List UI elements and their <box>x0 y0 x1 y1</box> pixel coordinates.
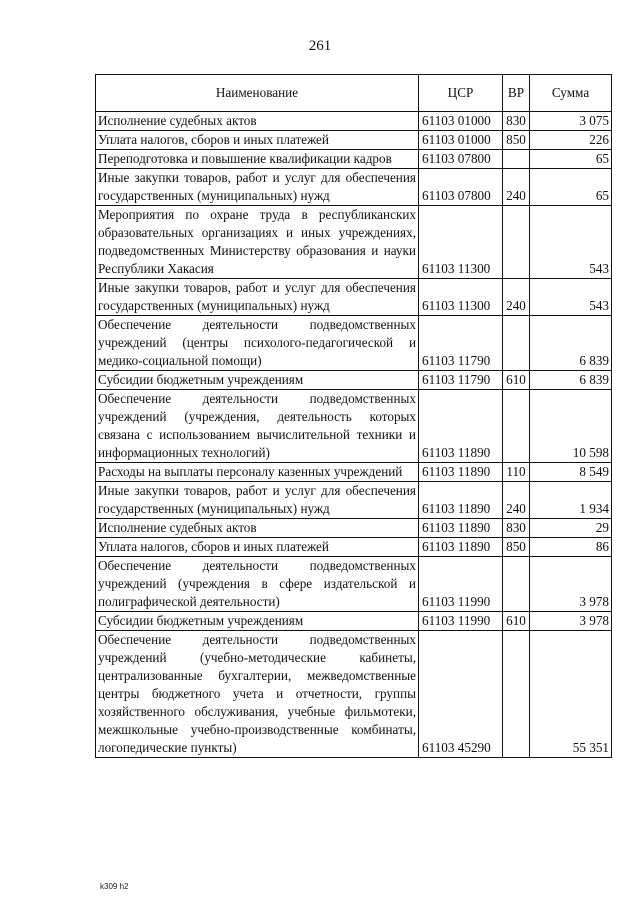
row-csr-cell: 61103 11790 <box>419 371 503 390</box>
row-sum-cell: 226 <box>530 131 612 150</box>
row-csr-cell: 61103 11890 <box>419 482 503 519</box>
row-sum-cell: 65 <box>530 169 612 206</box>
row-csr-cell: 61103 07800 <box>419 169 503 206</box>
table-row <box>96 557 612 612</box>
row-csr-cell: 61103 11990 <box>419 557 503 612</box>
header-name: Наименование <box>96 75 419 112</box>
row-csr-cell: 61103 11990 <box>419 612 503 631</box>
table-row <box>96 279 612 316</box>
row-vr-cell <box>503 150 530 169</box>
row-name-cell: Расходы на выплаты персоналу казенных учреждений <box>96 463 419 482</box>
row-csr-cell: 61103 11890 <box>419 538 503 557</box>
header-sum: Сумма <box>530 75 612 112</box>
row-sum-cell: 65 <box>530 150 612 169</box>
table-row <box>96 631 612 758</box>
row-vr-cell <box>503 316 530 371</box>
row-name-cell: Уплата налогов, сборов и иных платежей <box>96 538 419 557</box>
row-sum-cell: 543 <box>530 206 612 279</box>
row-sum-cell: 3 978 <box>530 557 612 612</box>
row-name-cell: Иные закупки товаров, работ и услуг для обеспечения государственных (муниципальных) нужд <box>96 482 419 519</box>
table-row <box>96 371 612 390</box>
row-name-cell: Исполнение судебных актов <box>96 519 419 538</box>
row-csr-cell: 61103 11890 <box>419 390 503 463</box>
table-row <box>96 316 612 371</box>
row-name-cell: Мероприятия по охране труда в республиканских образовательных организациях и иных учреждениях, подведомственных Министерству образования и науки Республики Хакасия <box>96 206 419 279</box>
row-vr-cell: 610 <box>503 371 530 390</box>
row-vr-cell: 850 <box>503 538 530 557</box>
header-vr: ВР <box>503 75 530 112</box>
table-row <box>96 612 612 631</box>
row-sum-cell: 29 <box>530 519 612 538</box>
row-sum-cell: 3 978 <box>530 612 612 631</box>
table-row <box>96 150 612 169</box>
table-row <box>96 463 612 482</box>
row-sum-cell: 543 <box>530 279 612 316</box>
row-sum-cell: 3 075 <box>530 112 612 131</box>
row-csr-cell: 61103 11300 <box>419 279 503 316</box>
row-vr-cell: 240 <box>503 279 530 316</box>
row-sum-cell: 8 549 <box>530 463 612 482</box>
table-row <box>96 538 612 557</box>
row-csr-cell: 61103 11890 <box>419 519 503 538</box>
row-sum-cell: 86 <box>530 538 612 557</box>
row-vr-cell <box>503 631 530 758</box>
page-number: 261 <box>308 38 332 54</box>
row-sum-cell: 6 839 <box>530 316 612 371</box>
table-row <box>96 169 612 206</box>
row-name-cell: Обеспечение деятельности подведомственных учреждений (учебно-методические кабинеты, централизованные бухгалтерии, межведомственные центры бюджетного учета и отчетности, группы хозяйственного обслуживания, учебные фильмотеки, межшкольные учебно-производственные комбинаты, логопедические пункты) <box>96 631 419 758</box>
budget-table <box>95 74 612 758</box>
row-name-cell: Уплата налогов, сборов и иных платежей <box>96 131 419 150</box>
row-name-cell: Исполнение судебных актов <box>96 112 419 131</box>
row-csr-cell: 61103 07800 <box>419 150 503 169</box>
table-row <box>96 482 612 519</box>
row-vr-cell <box>503 557 530 612</box>
row-sum-cell: 6 839 <box>530 371 612 390</box>
row-vr-cell: 830 <box>503 112 530 131</box>
row-sum-cell: 55 351 <box>530 631 612 758</box>
row-vr-cell: 240 <box>503 169 530 206</box>
table-header-row <box>96 75 612 112</box>
row-csr-cell: 61103 01000 <box>419 112 503 131</box>
table-row <box>96 519 612 538</box>
row-vr-cell: 240 <box>503 482 530 519</box>
table-row <box>96 206 612 279</box>
row-name-cell: Иные закупки товаров, работ и услуг для обеспечения государственных (муниципальных) нужд <box>96 169 419 206</box>
table-row <box>96 390 612 463</box>
row-name-cell: Обеспечение деятельности подведомственных учреждений (учреждения, деятельность которых связана с использованием вычислительной техники и информационных технологий) <box>96 390 419 463</box>
row-vr-cell <box>503 206 530 279</box>
row-vr-cell: 110 <box>503 463 530 482</box>
row-name-cell: Обеспечение деятельности подведомственных учреждений (центры психолого-педагогической и медико-социальной помощи) <box>96 316 419 371</box>
row-vr-cell: 830 <box>503 519 530 538</box>
row-sum-cell: 1 934 <box>530 482 612 519</box>
row-csr-cell: 61103 45290 <box>419 631 503 758</box>
header-csr: ЦСР <box>419 75 503 112</box>
row-csr-cell: 61103 11790 <box>419 316 503 371</box>
row-vr-cell: 850 <box>503 131 530 150</box>
row-csr-cell: 61103 11300 <box>419 206 503 279</box>
row-sum-cell: 10 598 <box>530 390 612 463</box>
table-row <box>96 131 612 150</box>
row-vr-cell: 610 <box>503 612 530 631</box>
table-row <box>96 112 612 131</box>
row-name-cell: Субсидии бюджетным учреждениям <box>96 371 419 390</box>
row-name-cell: Обеспечение деятельности подведомственных учреждений (учреждения в сфере издательской и полиграфической деятельности) <box>96 557 419 612</box>
row-name-cell: Переподготовка и повышение квалификации кадров <box>96 150 419 169</box>
row-csr-cell: 61103 11890 <box>419 463 503 482</box>
row-name-cell: Субсидии бюджетным учреждениям <box>96 612 419 631</box>
row-name-cell: Иные закупки товаров, работ и услуг для обеспечения государственных (муниципальных) нужд <box>96 279 419 316</box>
row-vr-cell <box>503 390 530 463</box>
footer-code: k309 h2 <box>100 882 129 891</box>
row-csr-cell: 61103 01000 <box>419 131 503 150</box>
table-body <box>96 112 612 758</box>
